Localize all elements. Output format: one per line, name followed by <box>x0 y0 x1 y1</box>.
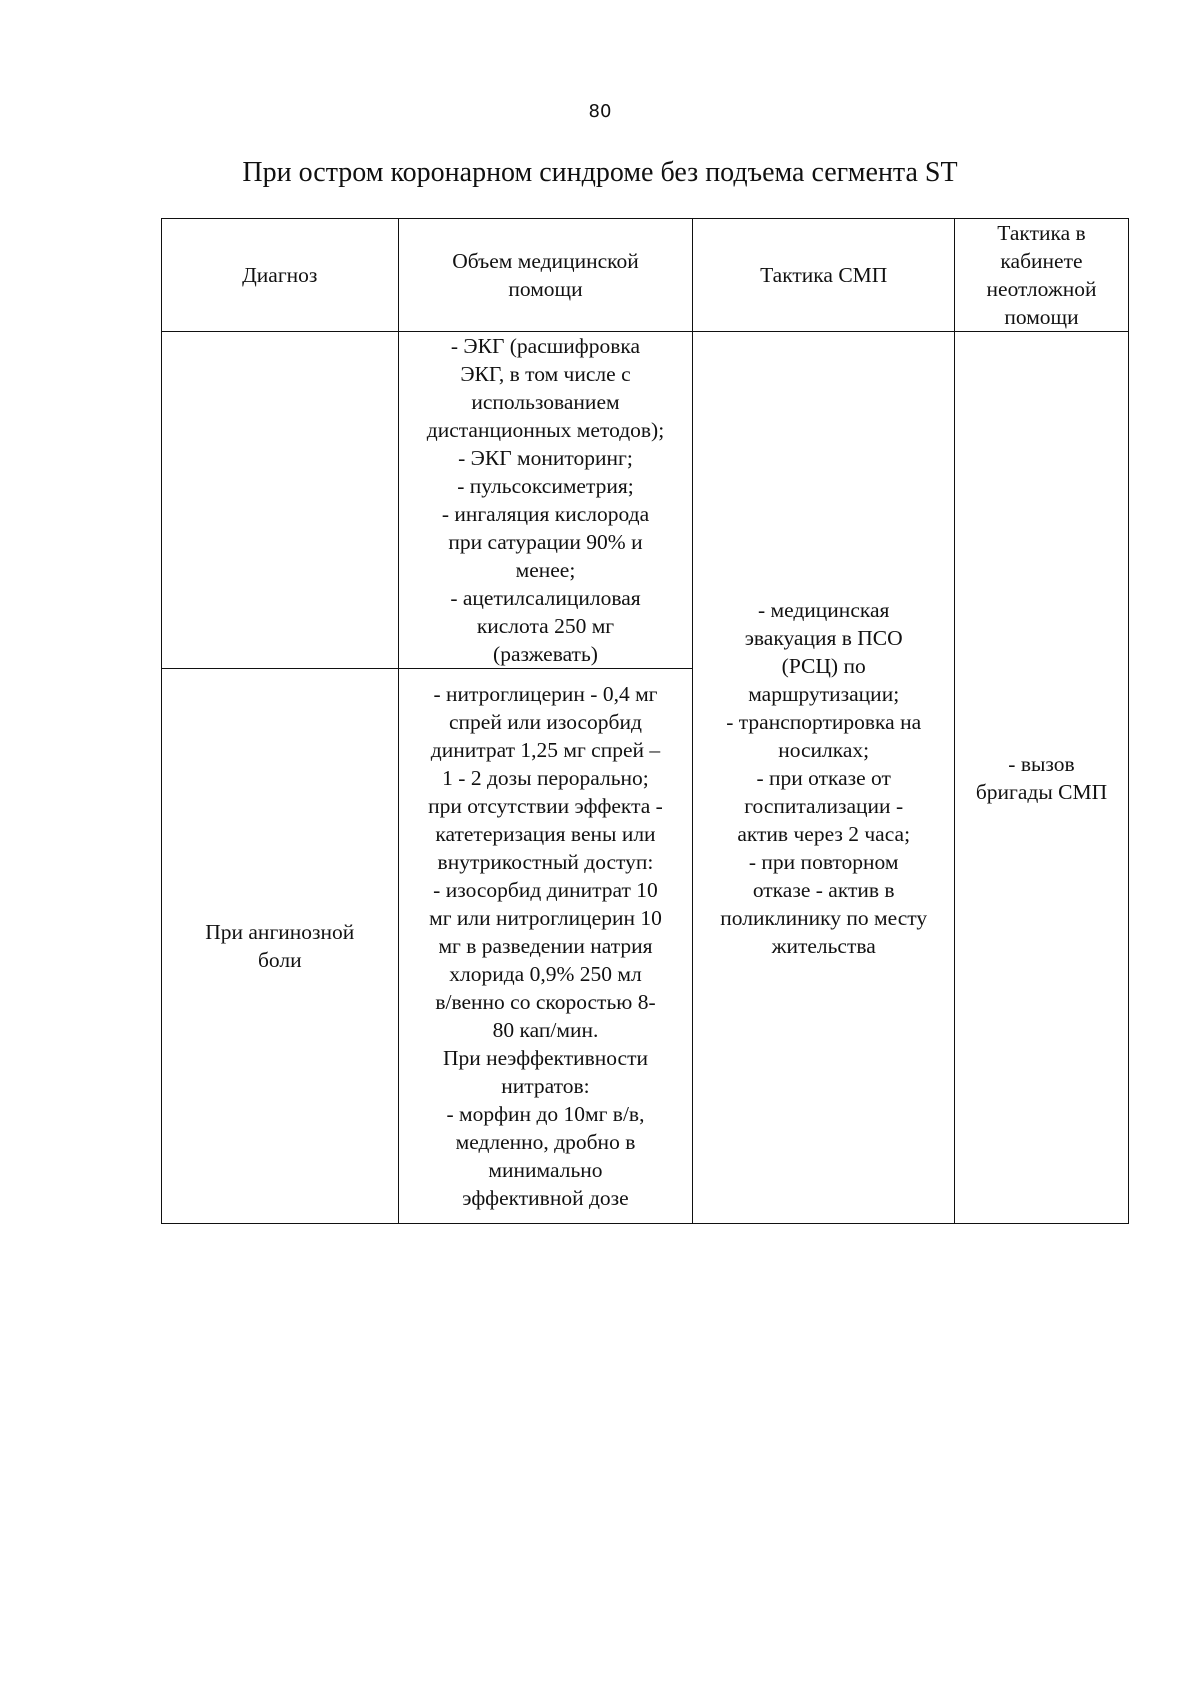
text-line: эффективной дозе <box>462 1186 629 1210</box>
row2-volume-cell <box>398 669 693 1224</box>
text-line: - ЭКГ мониторинг; <box>458 446 633 470</box>
section-title: При остром коронарном синдроме без подъема сегмента ST <box>242 157 958 188</box>
text-line: при сатурации 90% и <box>448 530 643 554</box>
text-line: мг в разведении натрия <box>438 934 653 958</box>
text-line: помощи <box>1004 305 1079 329</box>
text-line: - транспортировка на <box>726 709 922 734</box>
text-line: - изосорбид динитрат 10 <box>433 878 658 902</box>
text-line: - при повторном <box>748 849 899 874</box>
header-diagnosis <box>162 219 399 332</box>
table-header-row <box>162 219 1129 332</box>
row1-volume-cell <box>398 332 693 669</box>
text-line: 80 кап/мин. <box>492 1018 599 1042</box>
text-line: 1 - 2 дозы перорально; <box>442 766 649 790</box>
text-line: При ангинозной <box>205 920 355 944</box>
text-line: боли <box>257 948 302 972</box>
text-line: жительства <box>771 933 876 958</box>
text-line: дистанционных методов); <box>426 418 665 442</box>
text-line: госпитализации - <box>744 793 904 818</box>
text-line: - нитроглицерин - 0,4 мг <box>433 682 658 706</box>
text-line: Диагноз <box>242 263 318 287</box>
text-line: - ингаляция кислорода <box>441 502 650 526</box>
text-line: (РСЦ) по <box>781 653 866 678</box>
text-line: помощи <box>508 277 583 301</box>
text-line: использованием <box>471 390 620 414</box>
text-line: Тактика в <box>997 221 1086 245</box>
text-line: - ацетилсалициловая <box>450 586 641 610</box>
header-volume <box>398 219 693 332</box>
text-line: Объем медицинской <box>452 249 639 273</box>
table-row <box>162 332 1129 669</box>
text-line: минимально <box>488 1158 603 1182</box>
cabinet-tactics-cell <box>954 332 1128 1224</box>
text-line: кислота 250 мг <box>476 614 615 638</box>
row1-diagnosis-cell <box>162 332 399 669</box>
text-line: - морфин до 10мг в/в, <box>446 1102 645 1126</box>
text-line: внутрикостный доступ: <box>437 850 654 874</box>
text-line: неотложной <box>986 277 1097 301</box>
text-line: При неэффективности <box>442 1046 648 1070</box>
text-line: хлорида 0,9% 250 мл <box>449 962 642 986</box>
header-cabinet-tactics <box>954 219 1128 332</box>
text-line: менее; <box>515 558 576 582</box>
text-line: при отсутствии эффекта - <box>428 794 663 818</box>
text-line: - вызов <box>1008 751 1075 776</box>
text-line: - ЭКГ (расшифровка <box>450 334 641 358</box>
text-line: - медицинская <box>757 597 890 622</box>
row2-diagnosis-cell <box>162 669 399 1224</box>
text-line: (разжевать) <box>493 642 598 666</box>
protocol-table <box>161 218 1129 1224</box>
text-line: бригады СМП <box>975 779 1108 804</box>
text-line: актив через 2 часа; <box>737 821 911 846</box>
text-line: ЭКГ, в том числе с <box>460 362 631 386</box>
text-line: в/венно со скоростью 8- <box>435 990 656 1014</box>
text-line: отказе - актив в <box>752 877 895 902</box>
text-line: нитратов: <box>501 1074 590 1098</box>
header-smp-tactics <box>693 219 955 332</box>
text-line: - при отказе от <box>756 765 891 790</box>
text-line: эвакуация в ПСО <box>744 625 903 650</box>
text-line: динитрат 1,25 мг спрей – <box>430 738 661 762</box>
text-line: Тактика СМП <box>760 263 888 287</box>
smp-tactics-cell <box>693 332 955 1224</box>
page-number: 80 <box>588 101 612 122</box>
text-line: медленно, дробно в <box>455 1130 636 1154</box>
text-line: катетеризация вены или <box>435 822 656 846</box>
text-line: маршрутизации; <box>748 681 900 706</box>
text-line: носилках; <box>778 737 870 762</box>
text-line: спрей или изосорбид <box>449 710 642 734</box>
text-line: мг или нитроглицерин 10 <box>429 906 662 930</box>
text-line: поликлинику по месту <box>720 905 928 930</box>
text-line: кабинете <box>1000 249 1083 273</box>
text-line: - пульсоксиметрия; <box>457 474 634 498</box>
